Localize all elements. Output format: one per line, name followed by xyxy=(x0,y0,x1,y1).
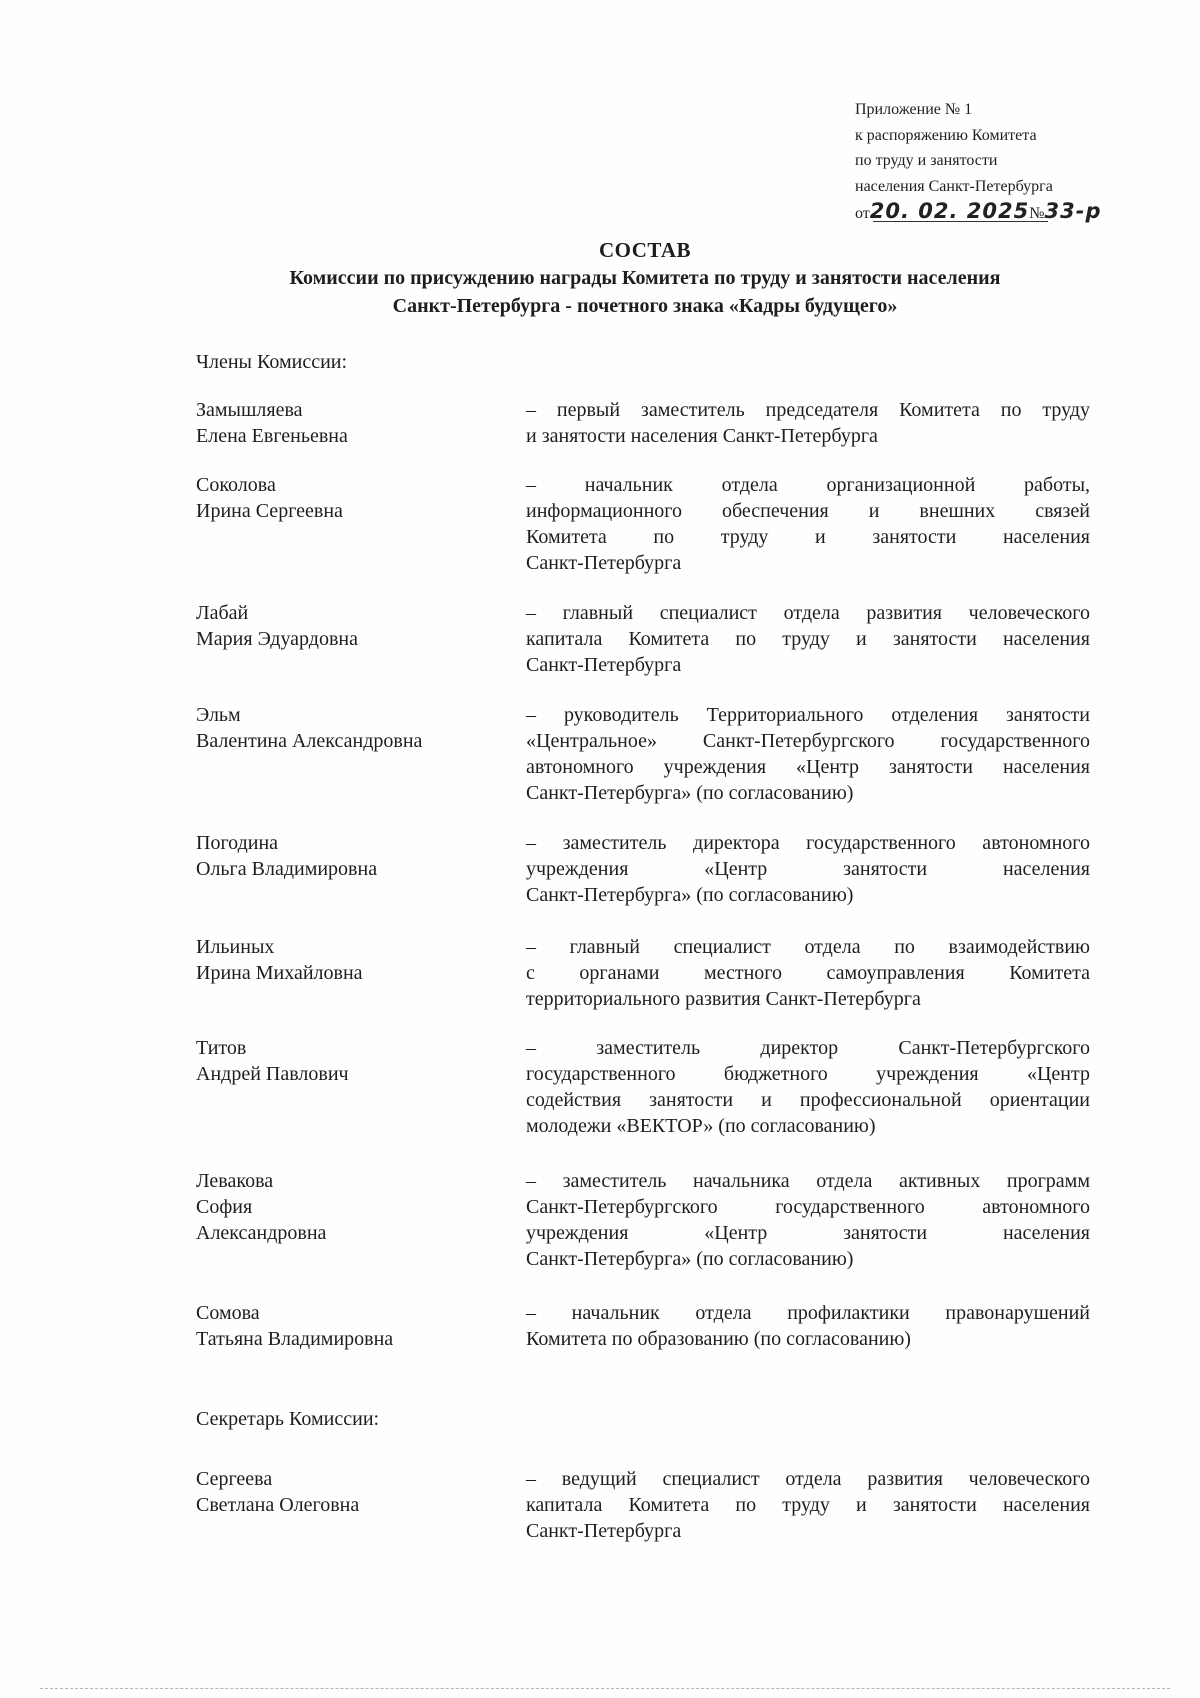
role-line: учреждения «Центр занятости населения xyxy=(526,1222,1090,1244)
role-line: – начальник отдела организационной работы, xyxy=(526,474,1090,496)
member-role xyxy=(526,1466,1090,1544)
member-role xyxy=(526,600,1090,678)
member-role xyxy=(526,397,1090,449)
role-line: – начальник отдела профилактики правонарушений xyxy=(526,1302,1090,1324)
role-line: – ведущий специалист отдела развития человеческого xyxy=(526,1468,1090,1490)
role-line: Комитета по образованию (по согласованию) xyxy=(526,1328,911,1350)
role-line: информационного обеспечения и внешних связей xyxy=(526,500,1090,522)
surname: Ильиных xyxy=(196,936,275,958)
given-names: Валентина Александровна xyxy=(196,730,423,752)
given-names: Ирина Сергеевна xyxy=(196,500,343,522)
appendix-line: Приложение № 1 xyxy=(855,101,973,118)
secretary-label: Секретарь Комиссии: xyxy=(196,1408,380,1430)
role-line: – руководитель Территориального отделения занятости xyxy=(526,704,1090,726)
role-line: – заместитель начальника отдела активных программ xyxy=(526,1170,1090,1192)
role-line: – заместитель директор Санкт-Петербургского xyxy=(526,1037,1090,1059)
surname: Погодина xyxy=(196,832,279,854)
number-prefix: № xyxy=(1029,205,1045,222)
document-title xyxy=(0,236,1200,320)
role-line: Санкт-Петербурга» (по согласованию) xyxy=(526,1248,854,1270)
given-names: Андрей Павлович xyxy=(196,1063,349,1085)
given-names: Ирина Михайловна xyxy=(196,962,363,984)
role-line: государственного бюджетного учреждения «Центр xyxy=(526,1063,1090,1085)
patronymic: Александровна xyxy=(196,1222,327,1244)
given-names: Светлана Олеговна xyxy=(196,1494,360,1516)
role-line: автономного учреждения «Центр занятости населения xyxy=(526,756,1090,778)
role-line: капитала Комитета по труду и занятости населения xyxy=(526,1494,1090,1516)
given-names: Татьяна Владимировна xyxy=(196,1328,394,1350)
role-line: – главный специалист отдела развития человеческого xyxy=(526,602,1090,624)
member-name xyxy=(196,830,496,882)
role-line: учреждения «Центр занятости населения xyxy=(526,858,1090,880)
role-line: капитала Комитета по труду и занятости населения xyxy=(526,628,1090,650)
member-name xyxy=(196,1168,496,1246)
member-role xyxy=(526,1300,1090,1352)
role-line: Санкт-Петербурга» (по согласованию) xyxy=(526,782,854,804)
title-heading: СОСТАВ xyxy=(598,238,692,262)
appendix-line: к распоряжению Комитета xyxy=(855,126,1037,144)
title-line-1: Комиссии по присуждению награды Комитета по труду и занятости населения xyxy=(289,267,1001,289)
role-line: Санкт-Петербурга xyxy=(526,654,682,676)
member-role xyxy=(526,830,1090,908)
members-label: Члены Комиссии: xyxy=(196,351,348,373)
member-name xyxy=(196,1035,496,1087)
member-role xyxy=(526,1168,1090,1272)
appendix-date-line xyxy=(855,199,1175,227)
surname: Титов xyxy=(196,1037,247,1059)
member-name xyxy=(196,472,496,524)
member-role xyxy=(526,702,1090,806)
scan-edge-line xyxy=(40,1688,1170,1689)
role-line: «Центральное» Санкт-Петербургского государственного xyxy=(526,730,1090,752)
member-role xyxy=(526,934,1090,1012)
role-line: Санкт-Петербургского государственного автономного xyxy=(526,1196,1090,1218)
given-names: Елена Евгеньевна xyxy=(196,425,348,447)
member-role xyxy=(526,472,1090,576)
surname: Сомова xyxy=(196,1302,260,1324)
role-line: – главный специалист отдела по взаимодействию xyxy=(526,936,1090,958)
title-line-2: Санкт-Петербурга - почетного знака «Кадры будущего» xyxy=(392,295,898,317)
given-names: Мария Эдуардовна xyxy=(196,628,358,650)
role-line: территориального развития Санкт-Петербурга xyxy=(526,988,921,1010)
member-name xyxy=(196,600,496,652)
given-names: Ольга Владимировна xyxy=(196,858,378,880)
member-name xyxy=(196,1300,496,1352)
appendix-line: по труду и занятости xyxy=(855,152,998,169)
role-line: Санкт-Петербурга» (по согласованию) xyxy=(526,884,854,906)
role-line: с органами местного самоуправления Комитета xyxy=(526,962,1090,984)
member-role xyxy=(526,1035,1090,1139)
surname: Эльм xyxy=(196,704,241,726)
role-line: содействия занятости и профессиональной ориентации xyxy=(526,1089,1090,1111)
given-names: София xyxy=(196,1196,253,1218)
date-prefix: от xyxy=(855,205,870,222)
member-name xyxy=(196,397,496,449)
handwritten-date: 20. 02. 2025 xyxy=(869,199,1030,223)
handwritten-number: 33-р xyxy=(1044,199,1102,223)
appendix-line: населения Санкт-Петербурга xyxy=(855,177,1053,195)
appendix-header xyxy=(855,97,1175,227)
role-line: – заместитель директора государственного автономного xyxy=(526,832,1090,854)
role-line: – первый заместитель председателя Комитета по труду xyxy=(526,399,1090,421)
member-name xyxy=(196,1466,496,1518)
date-underline xyxy=(873,221,1048,222)
surname: Левакова xyxy=(196,1170,274,1192)
role-line: Санкт-Петербурга xyxy=(526,1520,682,1542)
member-name xyxy=(196,934,496,986)
role-line: Комитета по труду и занятости населения xyxy=(526,526,1090,548)
surname: Замышляева xyxy=(196,399,303,421)
role-line: молодежи «ВЕКТОР» (по согласованию) xyxy=(526,1115,876,1137)
surname: Лабай xyxy=(196,602,249,624)
surname: Сергеева xyxy=(196,1468,273,1490)
role-line: и занятости населения Санкт-Петербурга xyxy=(526,425,878,447)
role-line: Санкт-Петербурга xyxy=(526,552,682,574)
member-name xyxy=(196,702,496,754)
surname: Соколова xyxy=(196,474,276,496)
